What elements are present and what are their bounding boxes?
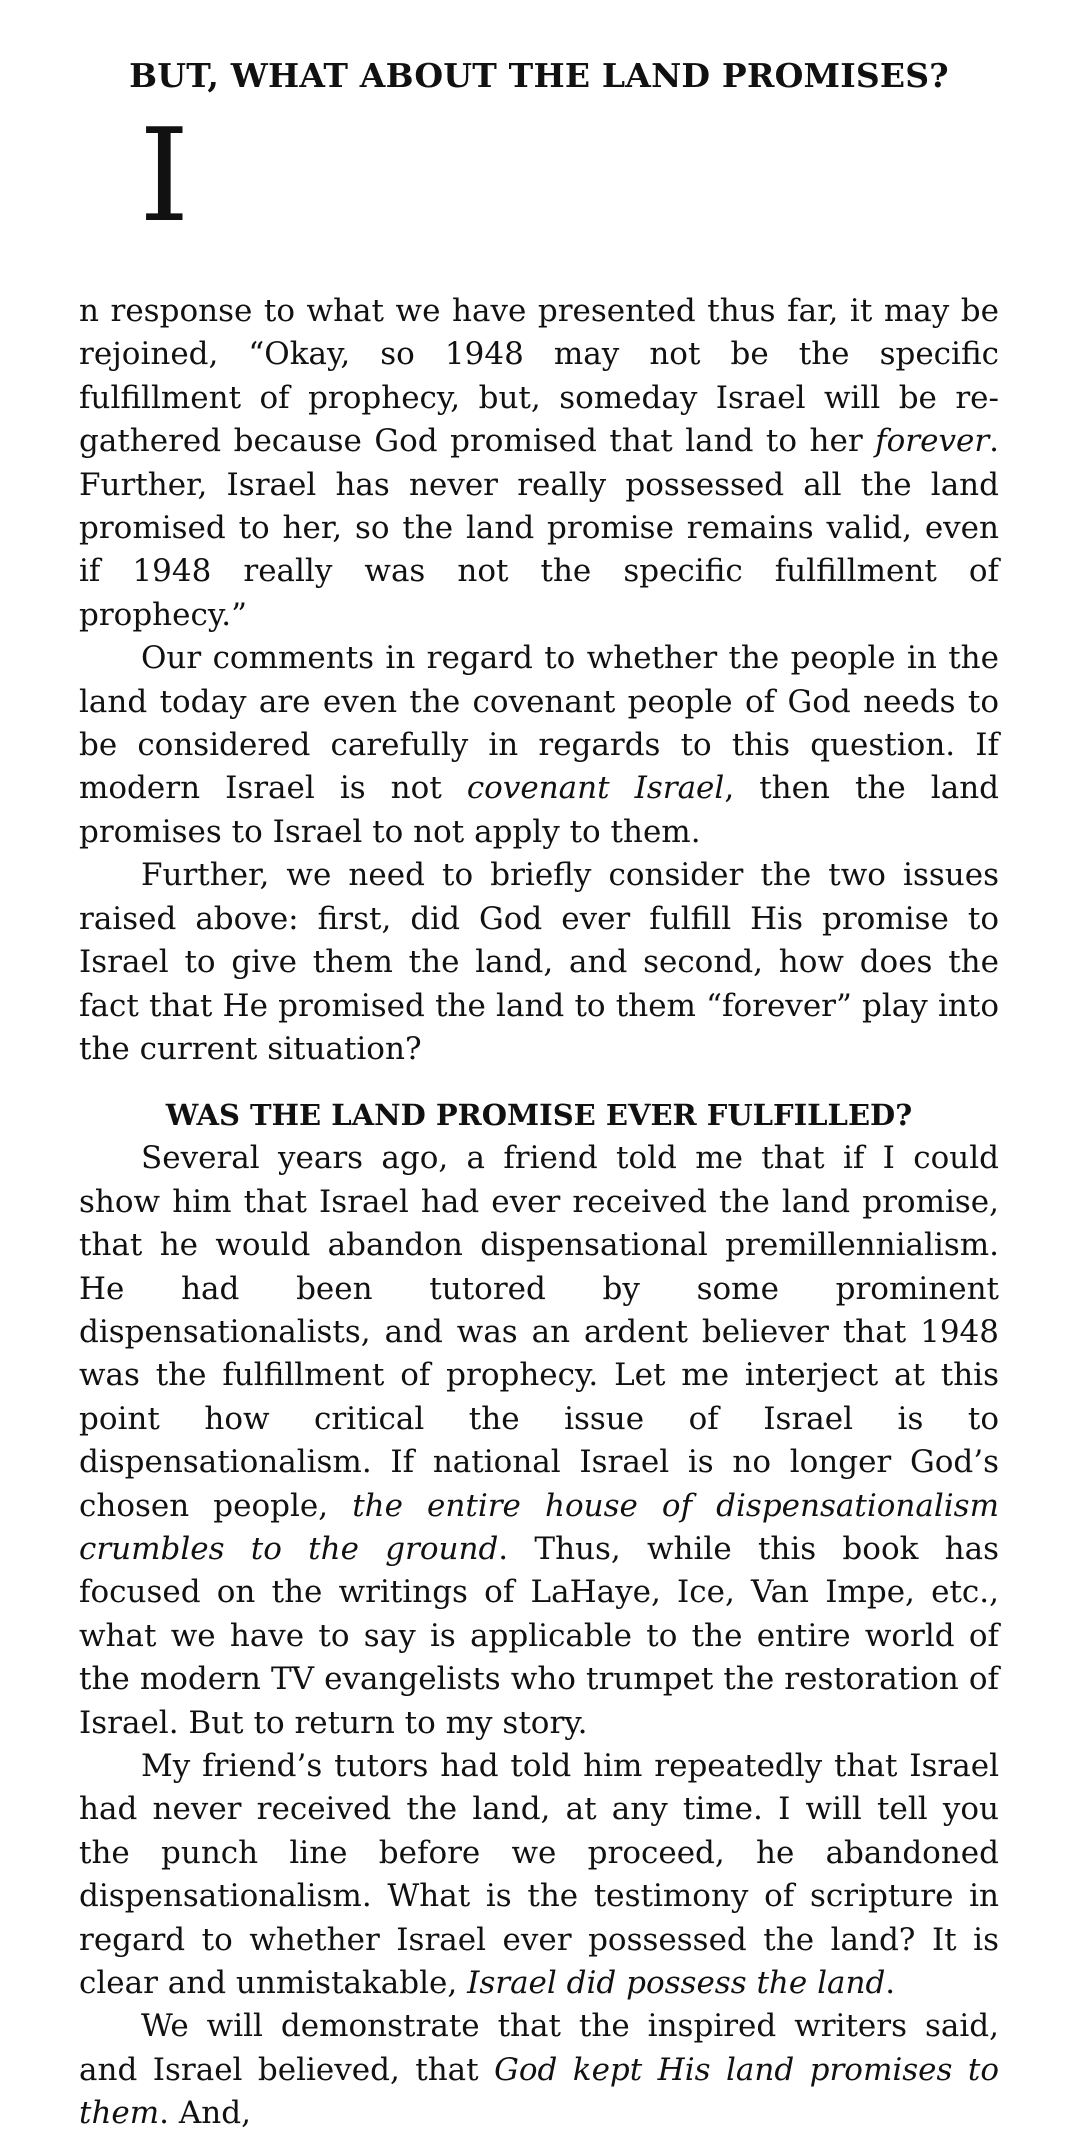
paragraph-6: We will demonstrate that the inspired writers said, and Israel believed, that God kept His land promises to them. And, — [79, 2008, 999, 2132]
paragraph-2: Our comments in regard to whether the people in the land today are even the covenant people of God needs to be considered carefully in regards to this question. If modern Israel is not covenant Israel, then the land promises to Israel to not apply to them. — [79, 640, 1000, 850]
paragraph-4: Several years ago, a friend told me that if I could show him that Israel had ever received the land promise, that he would abandon dispensational premillennialism. He had been tutored by some prominent dispensationalists, and was an ardent believer that 1948 was the fulfillment of prophecy. Let me interject at this point how critical the issue of Israel is to dispensationalism. If national Israel is no longer God’s chosen people, the entire house of dispensationalism crumbles to the ground. Thus, while this book has focused on the writings of LaHaye, Ice, Van Impe, etc., what we have to say is applicable to the entire world of the modern TV evangelists who trumpet the restoration of Israel. But to return to my story. — [79, 1140, 999, 1741]
section-heading: WAS THE LAND PROMISE EVER FULFILLED? — [165, 1098, 913, 1133]
book-page — [79, 50, 999, 2136]
chapter-title: BUT, WHAT ABOUT THE LAND PROMISES? — [129, 56, 949, 95]
paragraph-5: My friend’s tutors had told him repeatedly that Israel had never received the land, at any time. I will tell you the punch line before we proceed, he abandoned dispensationalism. What is the testimony of scripture in regard to whether Israel ever possessed the land? It is clear and unmistakable, Israel did possess the land. — [79, 1748, 999, 2002]
paragraph-1: n response to what we have presented thus far, it may be rejoined, “Okay, so 1948 may not be the specific fulfillment of prophecy, but, someday Israel will be re-gathered because God promised that land to her forever. Further, Israel has never really possessed all the land promised to her, so the land promise remains valid, even if 1948 really was not the specific fulfillment of prophecy.” — [79, 293, 999, 633]
body-text — [79, 290, 999, 2136]
drop-cap-letter: I — [139, 102, 190, 251]
paragraph-3: Further, we need to briefly consider the two issues raised above: first, did God ever fulfill His promise to Israel to give them the land, and second, how does the fact that He promised the land to them “forever” play into the current situation? — [79, 857, 999, 1067]
